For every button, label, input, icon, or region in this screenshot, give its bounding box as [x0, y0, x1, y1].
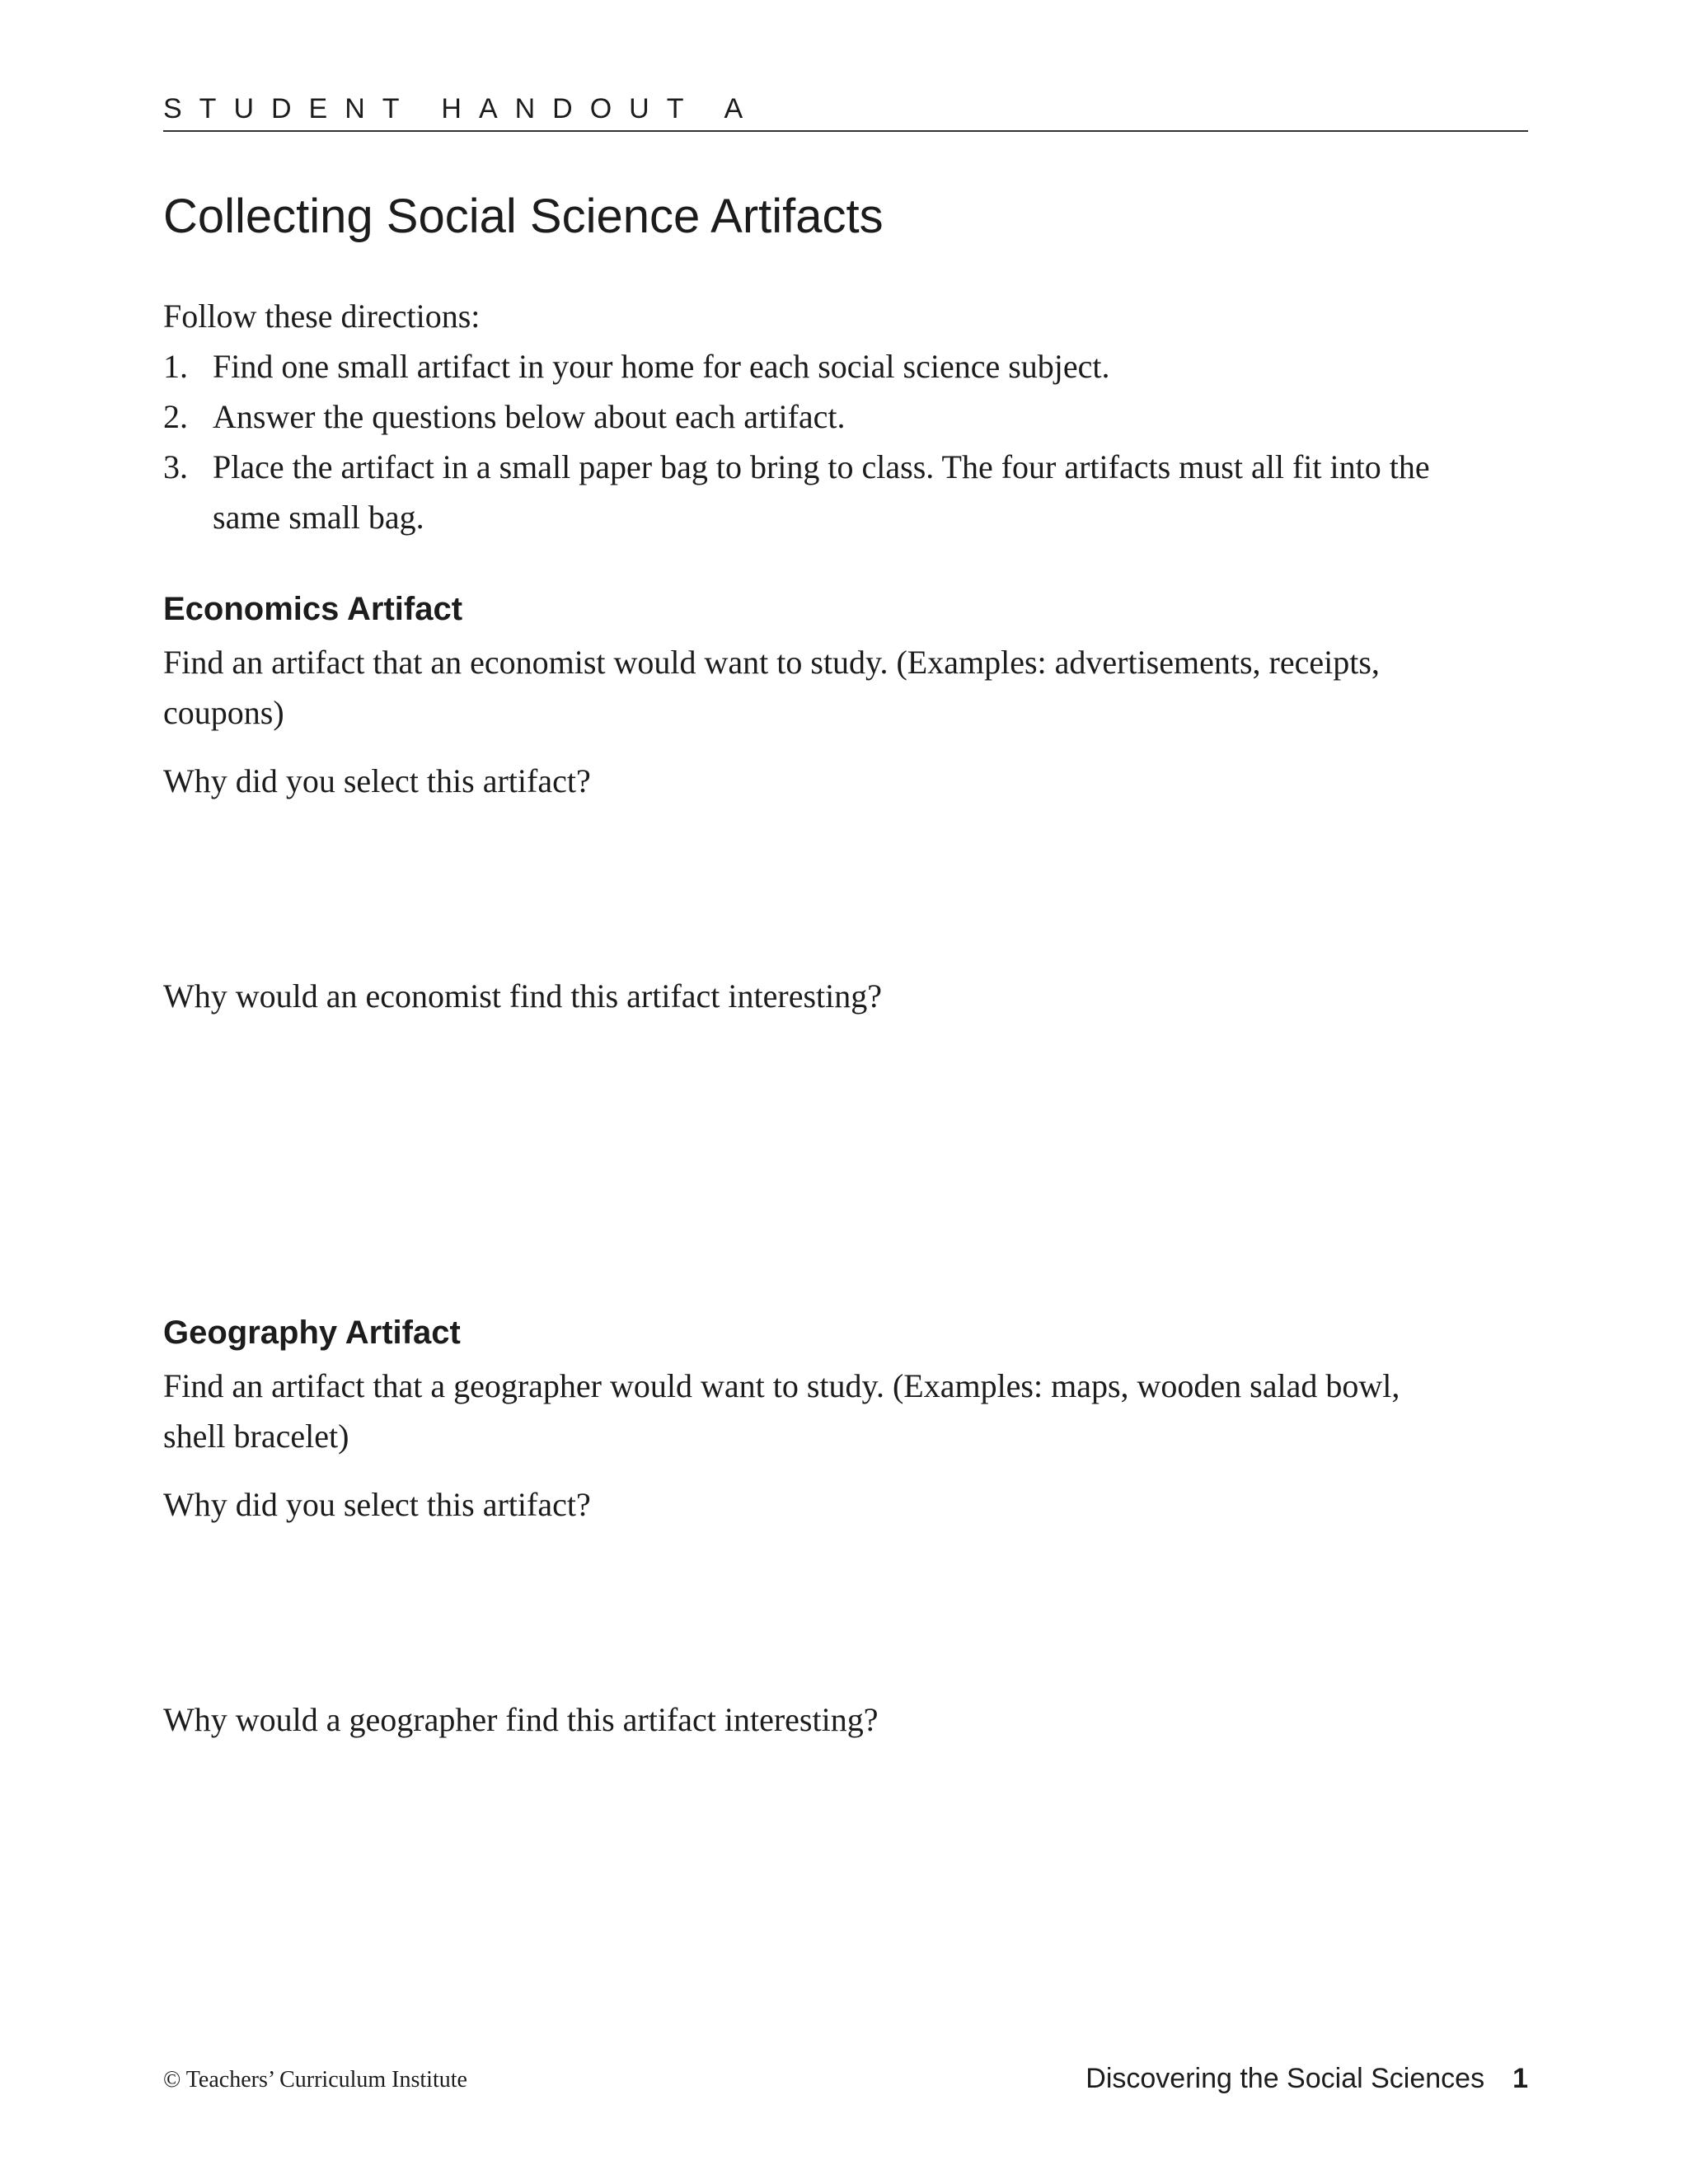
copyright-notice: © Teachers’ Curriculum Institute [163, 2067, 467, 2093]
economics-answer-space-2[interactable] [163, 1026, 1528, 1306]
geography-question-why-interesting: Why would a geographer find this artifact interesting? [163, 1701, 879, 1738]
direction-step-3 [163, 442, 1449, 542]
direction-step-2 [163, 391, 1449, 442]
direction-step-1 [163, 341, 1449, 391]
economics-question-why-selected: Why did you select this artifact? [163, 762, 591, 799]
step-text: Place the artifact in a small paper bag to bring to class. The four artifacts must all fit into the same small bag. [213, 448, 1430, 536]
economics-question-why-interesting: Why would an economist find this artifact interesting? [163, 977, 882, 1015]
geography-description: Find an artifact that a geographer would want to study. (Examples: maps, wooden salad bowl, shell bracelet) [163, 1367, 1400, 1455]
handout-page [163, 0, 1528, 2184]
economics-heading: Economics Artifact [163, 591, 463, 627]
geography-question-why-selected: Why did you select this artifact? [163, 1486, 591, 1523]
economics-description: Find an artifact that an economist would want to study. (Examples: advertisements, receipts, coupons) [163, 644, 1380, 731]
directions-intro: Follow these directions: [163, 298, 481, 335]
step-number: 1. [163, 348, 188, 385]
economics-answer-space-1[interactable] [163, 812, 1528, 968]
geography-answer-space-2[interactable] [163, 1750, 1528, 2031]
footer-book-info [1085, 2060, 1528, 2097]
geography-heading: Geography Artifact [163, 1315, 461, 1351]
step-text: Find one small artifact in your home for each social science subject. [213, 348, 1110, 385]
page-title: Collecting Social Science Artifacts [163, 190, 884, 243]
step-number: 2. [163, 398, 188, 435]
geography-answer-space-1[interactable] [163, 1535, 1528, 1691]
handout-label: STUDENT HANDOUT A [163, 93, 761, 124]
step-number: 3. [163, 448, 188, 485]
header-divider [163, 130, 1528, 132]
step-text: Answer the questions below about each artifact. [213, 398, 846, 435]
directions-list [163, 341, 1449, 542]
book-title: Discovering the Social Sciences [1085, 2063, 1485, 2094]
page-number: 1 [1512, 2063, 1528, 2094]
